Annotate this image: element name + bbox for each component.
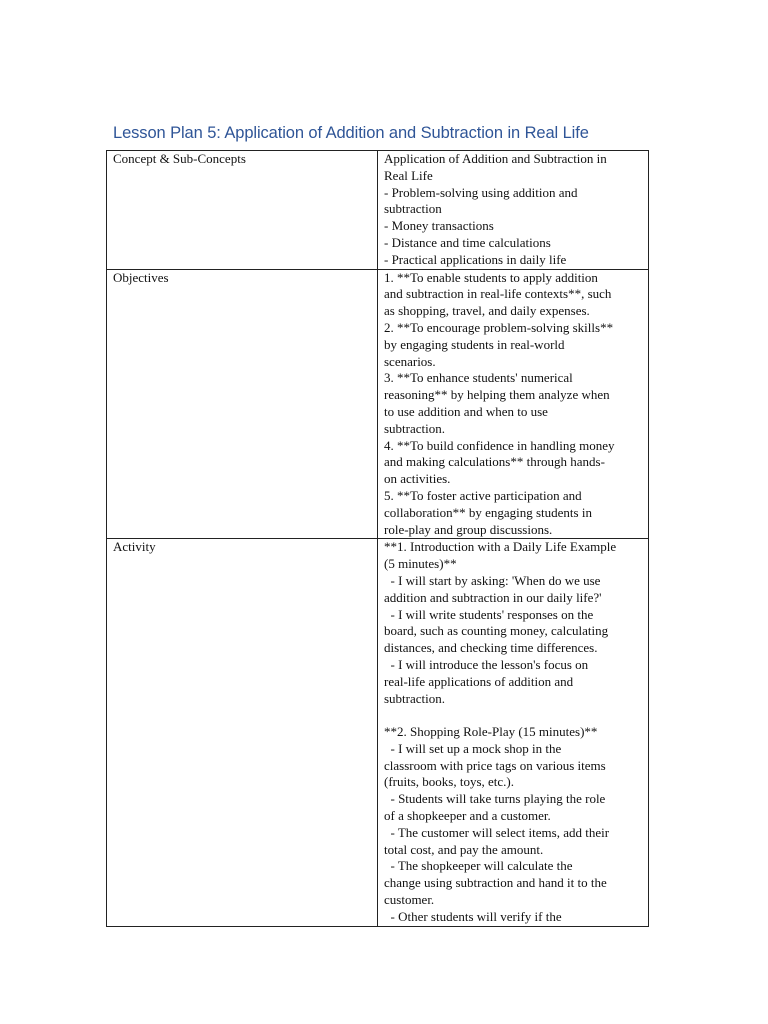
content-line: 2. **To encourage problem-solving skills** [384, 319, 614, 335]
content-line: - I will start by asking: 'When do we use [384, 572, 601, 588]
content-line: Application of Addition and Subtraction in [384, 151, 607, 166]
content-line: scenarios. [384, 353, 436, 369]
content-line: and making calculations** through hands- [384, 454, 605, 470]
content-line: distances, and checking time differences. [384, 640, 598, 656]
row-label-objectives: Objectives [107, 269, 378, 539]
row-content-concept [378, 151, 649, 270]
table-row [107, 539, 649, 926]
table-row [107, 269, 649, 539]
content-line: collaboration** by engaging students in [384, 504, 592, 520]
content-line: by engaging students in real-world [384, 336, 565, 352]
content-line: as shopping, travel, and daily expenses. [384, 303, 590, 319]
content-line: - I will write students' responses on the [384, 606, 594, 622]
paragraph-gap [384, 707, 644, 724]
content-line: subtraction. [384, 420, 446, 436]
content-line: 5. **To foster active participation and [384, 487, 582, 503]
content-line: - Problem-solving using addition and [384, 184, 578, 200]
content-line: reasoning** by helping them analyze when [384, 387, 610, 403]
content-line: - The customer will select items, add their [384, 824, 610, 840]
content-line: on activities. [384, 471, 451, 487]
content-line: board, such as counting money, calculating [384, 623, 609, 639]
content-line: total cost, and pay the amount. [384, 841, 544, 857]
content-line: of a shopkeeper and a customer. [384, 808, 551, 824]
content-line: real-life applications of addition and [384, 673, 574, 689]
content-line: to use addition and when to use [384, 403, 548, 419]
lesson-plan-table [106, 150, 649, 927]
content-line: (5 minutes)** [384, 556, 457, 572]
row-content-objectives [378, 269, 649, 539]
content-line: **2. Shopping Role-Play (15 minutes)** [384, 724, 598, 740]
table-row [107, 151, 649, 270]
content-line: - Money transactions [384, 218, 494, 234]
content-line: classroom with price tags on various items [384, 757, 606, 773]
content-line: customer. [384, 892, 435, 908]
content-line: - Distance and time calculations [384, 234, 551, 250]
content-line: Real Life [384, 167, 433, 183]
content-line: - I will introduce the lesson's focus on [384, 656, 589, 672]
row-label-concept: Concept & Sub-Concepts [107, 151, 378, 270]
content-line: 4. **To build confidence in handling money [384, 437, 615, 453]
content-line: subtraction. [384, 690, 446, 706]
content-line: and subtraction in real-life contexts**, such [384, 286, 612, 302]
content-line: - The shopkeeper will calculate the [384, 858, 573, 874]
content-line: **1. Introduction with a Daily Life Example [384, 539, 617, 555]
content-line: 1. **To enable students to apply addition [384, 269, 598, 285]
content-line: - Practical applications in daily life [384, 251, 567, 267]
content-line: (fruits, books, toys, etc.). [384, 774, 514, 790]
content-line: - Students will take turns playing the role [384, 791, 606, 807]
row-label-activity: Activity [107, 539, 378, 926]
content-line: subtraction [384, 201, 442, 217]
content-line: 3. **To enhance students' numerical [384, 370, 573, 386]
content-line: - I will set up a mock shop in the [384, 740, 562, 756]
content-line: role-play and group discussions. [384, 521, 553, 537]
content-line: - Other students will verify if the [384, 908, 562, 924]
row-content-activity [378, 539, 649, 926]
content-line: addition and subtraction in our daily life?' [384, 589, 602, 605]
content-line: change using subtraction and hand it to the [384, 875, 607, 891]
lesson-title: Lesson Plan 5: Application of Addition and Subtraction in Real Life [113, 124, 589, 142]
